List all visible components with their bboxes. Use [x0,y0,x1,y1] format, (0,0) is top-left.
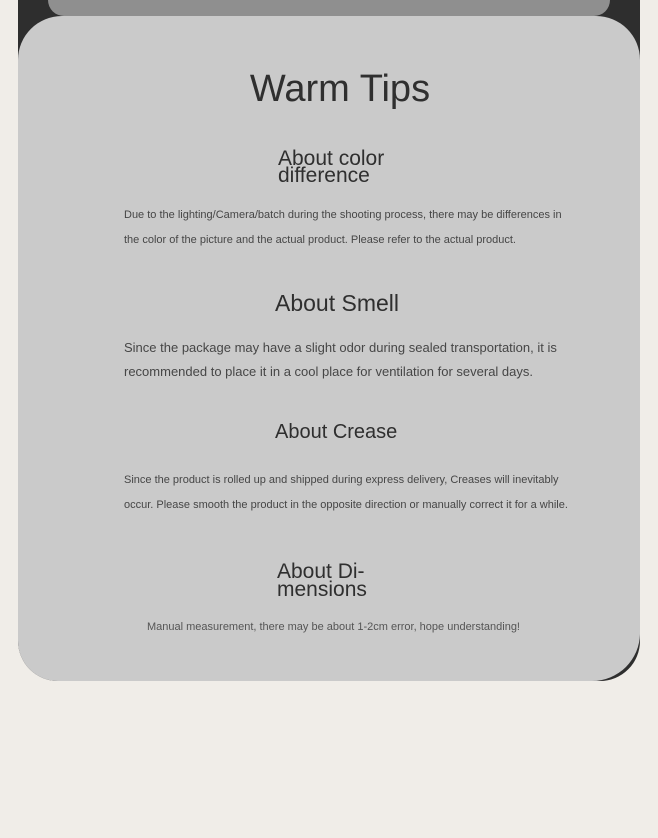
crease-heading: About Crease [275,421,398,443]
dimensions-heading: About Di-mensions [277,560,367,601]
smell-text: Since the package may have a slight odor during sealed transportation, it is recommended to place it in a cool place for ventilation for several days. [124,340,557,379]
dimensions-text: Manual measurement, there may be about 1-2cm error, hope understanding! [147,621,520,633]
color-difference-text: Due to the lighting/Camera/batch during the shooting process, there may be differences in the color of the picture and the actual product. Please refer to the actual product. [124,209,562,246]
top-tab [48,0,610,16]
warm-tips-title: Warm Tips [249,68,431,110]
crease-text: Since the product is rolled up and shipped during express delivery, Creases will inevitably occur. Please smooth the product in the opposite direction or manually correct it for a while. [124,474,568,511]
warm-tips-card [18,16,640,681]
smell-heading: About Smell [275,290,400,316]
color-difference-heading: About color difference [278,147,385,187]
